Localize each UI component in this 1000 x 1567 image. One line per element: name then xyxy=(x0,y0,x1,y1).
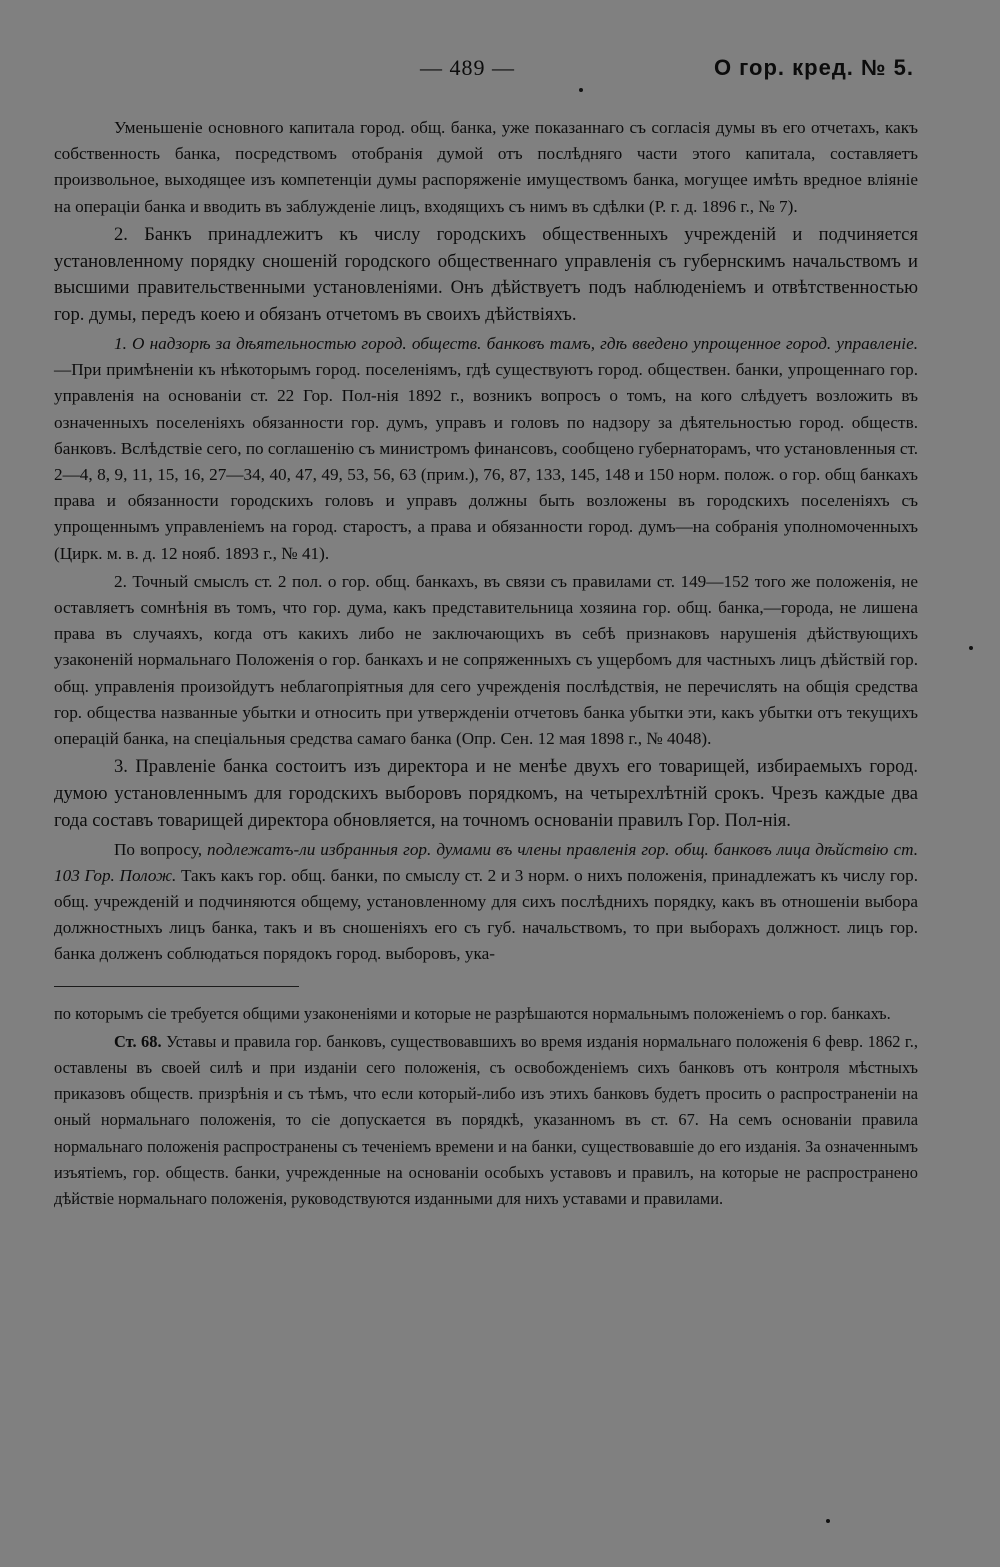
paragraph-lead: По вопросу, xyxy=(114,839,202,859)
speck-mark xyxy=(579,88,583,92)
page-number: — 489 — xyxy=(420,55,515,80)
commentary-heading: подлежатъ-ли избранныя гор. думами въ члены правленія гор. общ. банковъ лица дѣйствію ст. 103 Гор. Полож. xyxy=(54,839,918,885)
footnote-article-text: Уставы и правила гор. банковъ, существовавшихъ во время изданія нормальнаго положенія 6 февр. 1862 г., оставлены въ своей силѣ и при изданіи сего положенія, съ освобожденіемъ сихъ банковъ отъ контроля мѣстныхъ приказовъ обществ. призрѣнія и съ тѣмъ, что если который-либо изъ этихъ банковъ будетъ просить о распространеніи на оный нормальнаго положенія, то сіе допускается въ порядкѣ, указанномъ въ ст. 67. На семъ основаніи правила нормальнаго положенія распространены съ теченіемъ времени и на банки, существовавшіе до его изданія. За означеннымъ изъятіемъ, гор. обществ. банки, учрежденные на основаніи особыхъ уставовъ и правилъ, на которые не распространено дѣйствіе нормальнаго положенія, руководствуются изданными для нихъ уставами и правилами. xyxy=(54,1031,918,1209)
footnote-block xyxy=(54,1001,918,1213)
commentary-text: Такъ какъ гор. общ. банки, по смыслу ст. 2 и 3 норм. о нихъ положенія, принадлежатъ къ числу гор. общ. учрежденій и подчиняются общему, установленному для сихъ послѣднихъ порядку, какъ въ отношеніи выбора должностныхъ лицъ банка, такъ и въ сношеніяхъ его съ губ. начальствомъ, то при выборахъ должност. лицъ гор. банка долженъ соблюдаться порядокъ город. выборовъ, ука- xyxy=(54,865,919,964)
article-paragraph: 2. Банкъ принадлежитъ къ числу городскихъ общественныхъ учрежденій и подчиняется установленному порядку сношеній городского общественнаго управленія съ губернскимъ начальствомъ и высшими правительственными установленіями. Онъ дѣйствуетъ подъ наблюденіемъ и отвѣтственностью гор. думы, передъ коею и обязанъ отчетомъ въ своихъ дѣйствіяхъ. xyxy=(54,223,918,326)
page-header xyxy=(0,55,1000,87)
footnote-divider xyxy=(54,986,299,987)
speck-mark xyxy=(969,646,973,650)
commentary-heading: 1. О надзорѣ за дѣятельностью город. обществ. банковъ тамъ, гдѣ введено упрощенное город. управленіе. xyxy=(114,334,918,353)
footnote-continuation: по которымъ сіе требуется общими узаконеніями и которые не разрѣшаются нормальнымъ положеніемъ о гор. банкахъ. xyxy=(54,1003,891,1023)
paragraph: Уменьшеніе основного капитала город. общ. банка, уже показаннаго съ согласія думы въ его отчетахъ, какъ собственность банка, посредствомъ отобранія думой отъ послѣдняго части этого капитала, составляетъ произвольное, выходящее изъ компетенціи думы распоряженіе имуществомъ банка, могущее имѣть вредное вліяніе на операціи банка и вводить въ заблужденіе лицъ, входящихъ съ нимъ въ сдѣлки (Р. г. д. 1896 г., № 7). xyxy=(54,118,918,216)
commentary-paragraph: 2. Точный смыслъ ст. 2 пол. о гор. общ. банкахъ, въ связи съ правилами ст. 149—152 того же положенія, не оставляетъ сомнѣнія въ томъ, что гор. дума, какъ представительница хозяина гор. общ. банка,—города, не лишена права въ случаяхъ, когда отъ какихъ либо не заключающихъ въ себѣ признаковъ нарушенія дѣйствующихъ узаконеній нормальнаго Положенія о гор. банкахъ и не сопряженныхъ съ ущербомъ для частныхъ лицъ дѣйствій гор. общ. управленія произойдутъ неблагопріятныя для сего учрежденія послѣдствія, не перечислять на общія средства гор. общества названные убытки и относить при утвержденіи отчетовъ банка убытки эти, какъ убытки отъ текущихъ операцій банка, на спеціальныя средства самаго банка (Опр. Сен. 12 мая 1898 г., № 4048). xyxy=(54,571,918,749)
running-title: О гор. кред. № 5. xyxy=(713,55,914,80)
article-label: Ст. 68. xyxy=(114,1031,162,1051)
commentary-paragraph xyxy=(54,331,918,567)
article-paragraph: 3. Правленіе банка состоитъ изъ директора и не менѣе двухъ его товарищей, избираемыхъ город. думою установленнымъ для городскихъ выборовъ порядкомъ, на четырехлѣтній срокъ. Чрезъ каждые два года составъ товарищей директора обновляется, на точномъ основаніи правилъ Гор. Пол-нія. xyxy=(54,756,918,831)
main-text xyxy=(54,115,918,1212)
footnote-article xyxy=(54,1029,918,1212)
speck-mark xyxy=(826,1519,830,1523)
commentary-paragraph xyxy=(54,837,918,968)
commentary-text: —При примѣненіи къ нѣкоторымъ город. поселеніямъ, гдѣ существуютъ город. обществен. банки, упрощеннаго гор. управленія на основаніи ст. 22 Гор. Пол-нія 1892 г., возникъ вопросъ о томъ, на кого слѣдуетъ возложить въ означенныхъ поселеніяхъ обязанности гор. думъ, управъ и головъ по надзору за дѣятельностью город. обществ. банковъ. Вслѣдствіе сего, по соглашенію съ министромъ финансовъ, сообщено губернаторамъ, что установленныя ст. 2—4, 8, 9, 11, 15, 16, 27—34, 40, 47, 49, 53, 56, 63 (прим.), 76, 87, 133, 145, 148 и 150 норм. полож. о гор. общ банкахъ права и обязанности городскихъ головъ и управъ должны быть возложены въ городскихъ поселеніяхъ съ упрощеннымъ управленіемъ на город. старостъ, а права и обязанности город. думъ—на собранія уполномоченныхъ (Цирк. м. в. д. 12 нояб. 1893 г., № 41). xyxy=(54,360,918,563)
